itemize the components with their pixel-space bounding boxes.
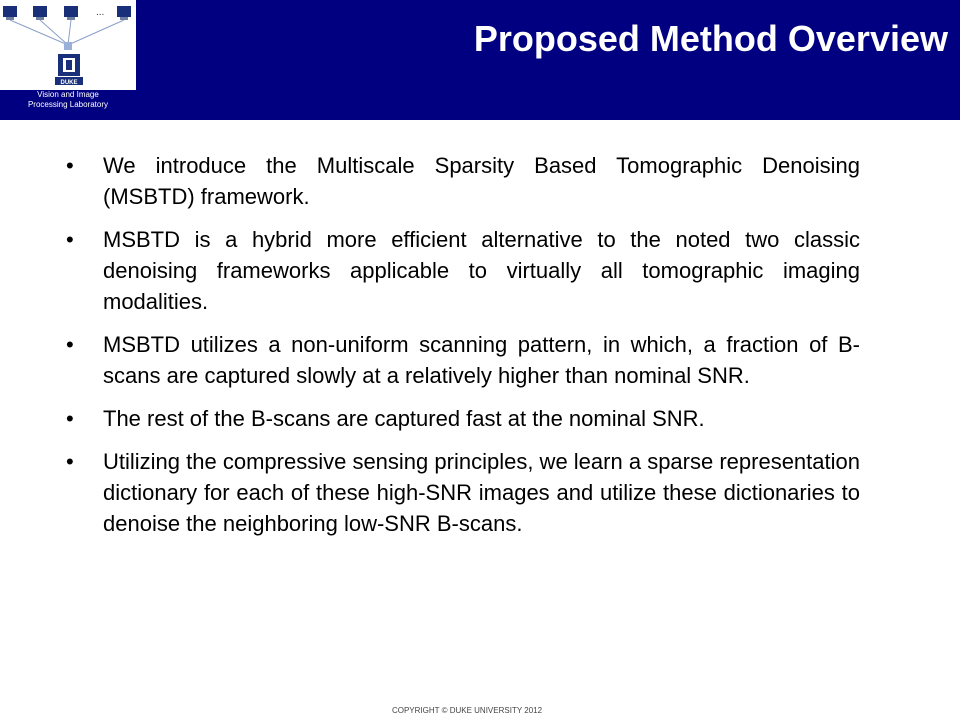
bullet-text: Utilizing the compressive sensing principles, we learn a sparse representation dictionary for each of these high-SNR images and utilize these dictionaries to denoise the neighboring low-SNR B-scans.	[103, 449, 860, 536]
bullet-item	[66, 224, 860, 317]
lab-network-logo	[0, 0, 136, 90]
bullet-item	[66, 403, 860, 434]
monitor-icon	[33, 6, 47, 20]
lab-name-line-2: Processing Laboratory	[27, 100, 109, 109]
bullet-text: The rest of the B-scans are captured fast at the nominal SNR.	[103, 406, 705, 431]
bullet-item	[66, 150, 860, 212]
slide-title: Proposed Method Overview	[473, 18, 948, 59]
monitor-icon	[64, 6, 78, 20]
monitor-icon	[117, 6, 131, 20]
copyright-footer: COPYRIGHT © DUKE UNIVERSITY 2012	[391, 706, 543, 715]
lab-logo	[0, 0, 136, 90]
duke-emblem-icon	[55, 54, 83, 86]
bullet-marker: •	[66, 406, 74, 431]
monitor-icon	[3, 6, 17, 20]
bullet-list	[66, 150, 860, 551]
lab-name-line-1: Vision and Image	[37, 90, 99, 99]
bullet-item	[66, 446, 860, 539]
bullet-text: MSBTD utilizes a non-uniform scanning pattern, in which, a fraction of B-scans are captured slowly at a relatively higher than nominal SNR.	[103, 332, 860, 388]
hub-icon	[64, 42, 72, 50]
bullet-text: We introduce the Multiscale Sparsity Based Tomographic Denoising (MSBTD) framework.	[103, 153, 860, 209]
logo-ellipsis: ...	[96, 7, 105, 18]
header-bar	[0, 0, 960, 120]
bullet-marker: •	[66, 227, 74, 252]
bullet-marker: •	[66, 153, 74, 178]
bullet-marker: •	[66, 449, 74, 474]
emblem-label: DUKE	[60, 80, 78, 86]
bullet-marker: •	[66, 332, 74, 357]
bullet-item	[66, 329, 860, 391]
lab-name	[0, 90, 136, 120]
bullet-text: MSBTD is a hybrid more efficient alternative to the noted two classic denoising frameworks applicable to virtually all tomographic imaging modalities.	[103, 227, 860, 314]
